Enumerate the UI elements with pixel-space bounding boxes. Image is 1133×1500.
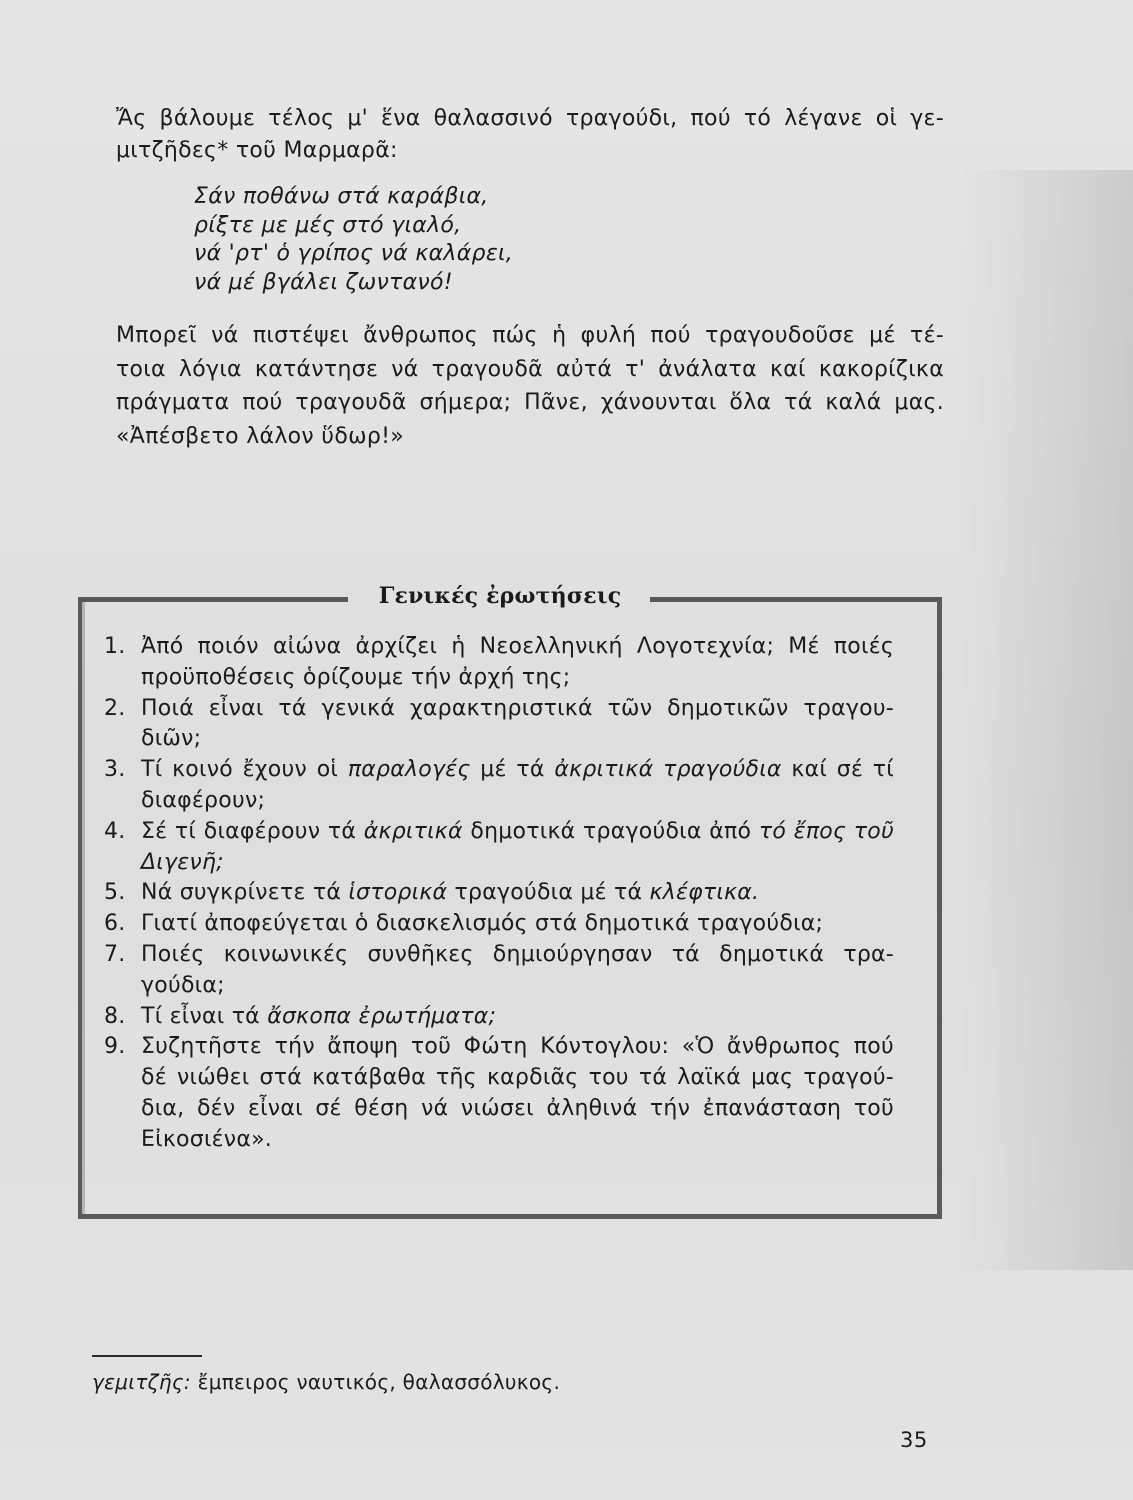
question-term: Διγενῆ; (141, 849, 224, 875)
question-line: γούδια; (141, 972, 225, 998)
question-line: Ποιά εἶναι τά γενικά χαρακτηριστικά τῶν δημοτικῶν τραγου- (141, 695, 894, 721)
questions-box-top-rule-right (650, 597, 942, 602)
question-text: Σέ τί διαφέρουν τά (141, 818, 364, 844)
question-item (104, 940, 894, 1002)
question-text: Νά συγκρίνετε τά (141, 880, 349, 906)
commentary-paragraph (116, 319, 944, 453)
question-text: τραγούδια μέ τά (447, 880, 650, 906)
question-line (141, 817, 894, 848)
question-line (141, 1002, 894, 1033)
paragraph-line: Μπορεῖ νά πιστέψει ἄνθρωπος πώς ἡ φυλή πού τραγουδοῦσε μέ τέ- (116, 323, 944, 348)
question-term: κλέφτικα. (649, 880, 760, 906)
question-term: ἱστορικά (348, 880, 448, 906)
question-number: 9. (104, 1034, 126, 1060)
question-number: 2. (104, 695, 126, 721)
question-number: 5. (104, 880, 126, 906)
paragraph-line: τοια λόγια κατάντησε νά τραγουδᾶ αὐτά τ' ἀνάλατα καί κακορίζικα (116, 356, 944, 382)
poem-line: νά 'ρτ' ὁ γρίπος νά καλάρει, (194, 241, 514, 266)
question-line: δέ νιώθει στά κατάβαθα τῆς καρδιᾶς του τά λαϊκά μας τραγού- (141, 1065, 894, 1091)
question-item (104, 755, 894, 817)
question-item (104, 878, 894, 909)
page-number: 35 (900, 1428, 928, 1452)
page-shadow (960, 170, 1133, 1270)
footnote (92, 1370, 560, 1394)
question-item (104, 632, 894, 694)
question-text: Τί κοινό ἔχουν οἱ (141, 757, 348, 783)
footnote-rule (92, 1355, 202, 1357)
question-number: 3. (104, 757, 126, 783)
question-line: Συζητῆστε τήν ἄποψη τοῦ Φώτη Κόντογλου: «Ὁ ἄνθρωπος πού (141, 1034, 894, 1060)
question-number: 8. (104, 1003, 126, 1029)
question-term: ἀκριτικά τραγούδια (554, 757, 782, 783)
question-term: ἄσκοπα ἐρωτήματα; (267, 1003, 497, 1029)
intro-line-1: Ἄς βάλουμε τέλος μ' ἕνα θαλασσινό τραγούδι, πού τό λέγανε οἱ γε- (116, 106, 944, 131)
question-term: παραλογές (347, 757, 471, 783)
paragraph-line: πράγματα πού τραγουδᾶ σήμερα; Πᾶνε, χάνουνται ὅλα τά καλά μας. (116, 390, 944, 415)
poem (194, 183, 513, 297)
question-term: ἀκριτικά (363, 818, 463, 844)
question-line: δια, δέν εἶναι σέ θέση νά νιώσει ἀληθινά τήν ἐπανάσταση τοῦ (141, 1095, 894, 1121)
paragraph-line: «Ἀπέσβετο λάλον ὕδωρ!» (116, 423, 404, 449)
question-number: 4. (104, 818, 126, 844)
question-text: μέ τά (470, 757, 555, 783)
question-line: Γιατί ἀποφεύγεται ὁ διασκελισμός στά δημοτικά τραγούδια; (141, 911, 824, 937)
question-line: Ποιές κοινωνικές συνθῆκες δημιούργησαν τά δημοτικά τρα- (141, 941, 894, 967)
intro-text (116, 103, 944, 167)
question-line (141, 755, 894, 786)
footnote-definition: ἔμπειρος ναυτικός, θαλασσόλυκος. (190, 1370, 561, 1394)
question-line (141, 848, 894, 879)
question-line: Ἀπό ποιόν αἰώνα ἀρχίζει ἡ Νεοελληνική Λογοτεχνία; Μέ ποιές (141, 634, 894, 659)
question-line: διῶν; (141, 726, 202, 752)
footnote-term: γεμιτζῆς: (92, 1370, 191, 1394)
questions-list (104, 632, 894, 1156)
question-text: Τί εἶναι τά (141, 1003, 268, 1029)
question-item (104, 817, 894, 879)
intro-line-2: μιτζῆδες* τοῦ Μαρμαρᾶ: (116, 138, 398, 163)
questions-box-inner-shade (82, 602, 85, 1214)
question-text: δημοτικά τραγούδια ἀπό (462, 818, 759, 844)
question-line: διαφέρουν; (141, 787, 266, 813)
poem-line: Σάν ποθάνω στά καράβια, (194, 184, 489, 209)
question-number: 1. (104, 634, 126, 659)
question-line (141, 878, 894, 909)
question-line: Εἰκοσιένα». (141, 1126, 273, 1152)
question-item (104, 1002, 894, 1033)
question-line: προϋποθέσεις ὁρίζουμε τήν ἀρχή της; (141, 664, 571, 690)
question-text: καί σέ τί (781, 757, 894, 783)
questions-box-title: Γενικές ἐρωτήσεις (378, 583, 622, 609)
question-term: τό ἔπος τοῦ (758, 818, 894, 844)
question-item (104, 694, 894, 756)
poem-line: ρίξτε με μές στό γιαλό, (194, 212, 462, 238)
poem-line: νά μέ βγάλει ζωντανό! (194, 269, 453, 295)
question-number: 6. (104, 911, 126, 937)
question-item (104, 1032, 894, 1155)
question-item (104, 909, 894, 940)
questions-box-top-rule-left (78, 597, 348, 602)
question-number: 7. (104, 941, 126, 967)
